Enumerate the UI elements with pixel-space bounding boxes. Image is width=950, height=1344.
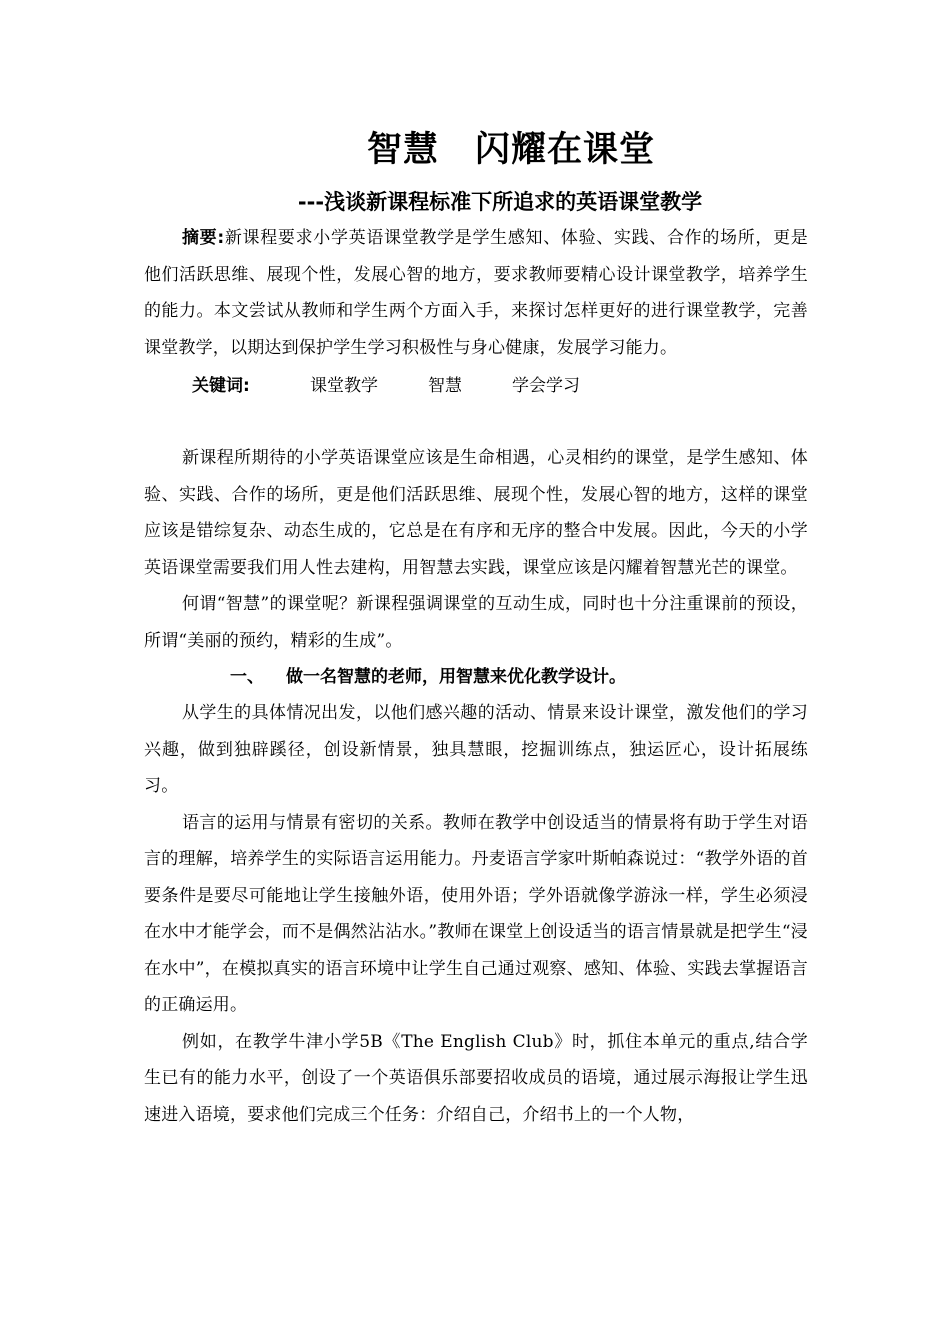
abstract-paragraph [144,220,808,366]
document-subtitle: ---浅谈新课程标准下所追求的英语课堂教学 [297,190,703,214]
section-heading-1 [144,659,808,695]
section-number: 一、 [230,667,264,687]
keyword-item: 学会学习 [512,376,580,396]
section-heading-text: 做一名智慧的老师，用智慧来优化教学设计。 [286,667,626,687]
abstract-label: 摘要: [182,228,225,248]
body-paragraph-3: 从学生的具体情况出发，以他们感兴趣的活动、情景来设计课堂，激发他们的学习兴趣，做到独辟蹊径，创设新情景，独具慧眼，挖掘训练点，独运匠心，设计拓展练习。 [144,703,808,796]
body-paragraph-2: 何谓“智慧”的课堂呢？新课程强调课堂的互动生成，同时也十分注重课前的预设，所谓“美丽的预约，精彩的生成”。 [144,594,808,651]
body-paragraph-4: 语言的运用与情景有密切的关系。教师在教学中创设适当的情景将有助于学生对语言的理解，培养学生的实际语言运用能力。丹麦语言学家叶斯帕森说过：“教学外语的首要条件是要尽可能地让学生接触外语，使用外语；学外语就像学游泳一样，学生必须浸在水中才能学会，而不是偶然沾沾水。”教师在课堂上创设适当的语言情景就是把学生“浸在水中”，在模拟真实的语言环境中让学生自己通过观察、感知、体验、实践去掌握语言的正确运用。 [144,812,808,1015]
keyword-item: 课堂教学 [310,376,378,396]
body-paragraph-1: 新课程所期待的小学英语课堂应该是生命相遇，心灵相约的课堂，是学生感知、体验、实践、合作的场所，更是他们活跃思维、展现个性，发展心智的地方，这样的课堂应该是错综复杂、动态生成的，它总是在有序和无序的整合中发展。因此，今天的小学英语课堂需要我们用人性去建构，用智慧去实践，课堂应该是闪耀着智慧光芒的课堂。 [144,448,808,578]
body-paragraph-5: 例如，在教学牛津小学5B《The English Club》时，抓住本单元的重点,结合学生已有的能力水平，创设了一个英语俱乐部要招收成员的语境，通过展示海报让学生迅速进入语境，要求他们完成三个任务：介绍自己，介绍书上的一个人物， [144,1031,808,1125]
abstract-text: 新课程要求小学英语课堂教学是学生感知、体验、实践、合作的场所，更是他们活跃思维、展现个性，发展心智的地方，要求教师要精心设计课堂教学，培养学生的能力。本文尝试从教师和学生两个方面入手，来探讨怎样更好的进行课堂教学，完善课堂教学，以期达到保护学生学习积极性与身心健康，发展学习能力。 [144,228,808,358]
document-title: 智慧 闪耀在课堂 [366,130,655,170]
keywords-label: 关键词: [192,376,250,396]
keyword-item: 智慧 [428,376,462,396]
keywords-line [144,368,808,404]
document-page [144,126,808,1133]
